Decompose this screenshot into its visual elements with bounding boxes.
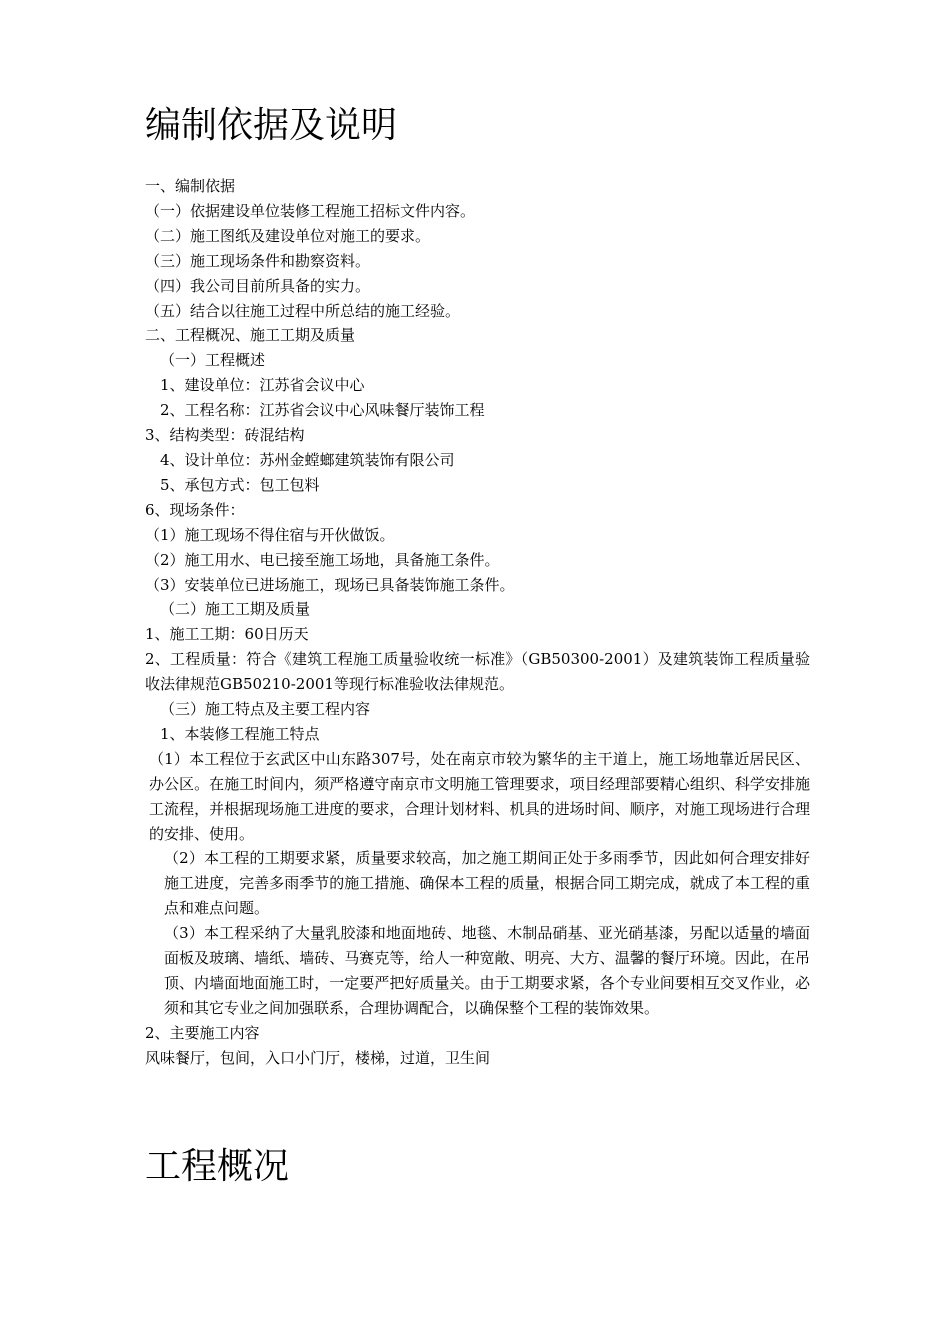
basis-item: （一）依据建设单位装修工程施工招标文件内容。 xyxy=(145,201,476,220)
basis-item: （四）我公司目前所具备的实力。 xyxy=(145,276,371,295)
condition-item: （1）施工现场不得住宿与开伙做饭。 xyxy=(145,525,395,544)
info-line: 1、施工工期：60日历天 xyxy=(145,625,309,644)
basis-item: （五）结合以往施工过程中所总结的施工经验。 xyxy=(145,301,461,320)
condition-item: （2）施工用水、电已接至施工场地，具备施工条件。 xyxy=(145,550,500,569)
section-heading-overview: 工程概况 xyxy=(145,1146,290,1187)
info-line: 1、建设单位：江苏省会议中心 xyxy=(160,376,365,395)
basis-item: （三）施工现场条件和勘察资料。 xyxy=(145,251,371,270)
quality-paragraph: 2、工程质量：符合《建筑工程施工质量验收统一标准》（GB50300-2001）及建筑装饰工程质量验收法律规范GB50210-2001等现行标准验收法律规范。 xyxy=(145,650,810,694)
section-heading-basis: 编制依据及说明 xyxy=(145,105,398,146)
feature-paragraph: （1）本工程位于玄武区中山东路307号，处在南京市较为繁华的主干道上，施工场地靠近居民区、办公区。在施工时间内，须严格遵守南京市文明施工管理要求，项目经理部要精心组织、科学安排施工流程，并根据现场施工进度的要求，合理计划材料、机具的进场时间、顺序，对施工现场进行合理的安排、使用。 xyxy=(149,749,810,843)
subsection-line: （二）施工工期及质量 xyxy=(160,600,311,619)
subsection-line: （一）工程概述 xyxy=(160,351,266,370)
section-line: 二、工程概况、施工工期及质量 xyxy=(145,326,356,345)
section-line: 一、编制依据 xyxy=(145,177,236,195)
info-line: 5、承包方式：包工包料 xyxy=(160,475,320,494)
subsection-line: （三）施工特点及主要工程内容 xyxy=(160,700,371,719)
condition-item: （3）安装单位已进场施工，现场已具备装饰施工条件。 xyxy=(145,575,515,594)
info-line: 1、本装修工程施工特点 xyxy=(160,724,320,743)
content-line: 风味餐厅，包间，入口小门厅，楼梯，过道，卫生间 xyxy=(145,1048,491,1067)
info-line: 4、设计单位：苏州金螳螂建筑装饰有限公司 xyxy=(160,450,455,469)
info-line: 2、工程名称：江苏省会议中心风味餐厅装饰工程 xyxy=(160,401,485,420)
info-line: 2、主要施工内容 xyxy=(145,1023,260,1042)
info-line: 6、现场条件： xyxy=(145,500,245,519)
document-body xyxy=(145,174,810,1071)
feature-paragraph: （3）本工程采纳了大量乳胶漆和地面地砖、地毯、木制品硝基、亚光硝基漆，另配以适量的墙面面板及玻璃、墙纸、墙砖、马赛克等，给人一种宽敞、明亮、大方、温馨的餐厅环境。因此，在吊顶、内墙面地面施工时，一定要严把好质量关。由于工期要求紧，各个专业间要相互交叉作业，必须和其它专业之间加强联系，合理协调配合，以确保整个工程的装饰效果。 xyxy=(164,924,810,1017)
info-line: 3、结构类型：砖混结构 xyxy=(145,426,305,445)
feature-paragraph: （2）本工程的工期要求紧，质量要求较高，加之施工期间正处于多雨季节，因此如何合理安排好施工进度，完善多雨季节的施工措施、确保本工程的质量，根据合同工期完成，就成了本工程的重点和难点问题。 xyxy=(164,849,810,918)
basis-item: （二）施工图纸及建设单位对施工的要求。 xyxy=(145,226,431,245)
